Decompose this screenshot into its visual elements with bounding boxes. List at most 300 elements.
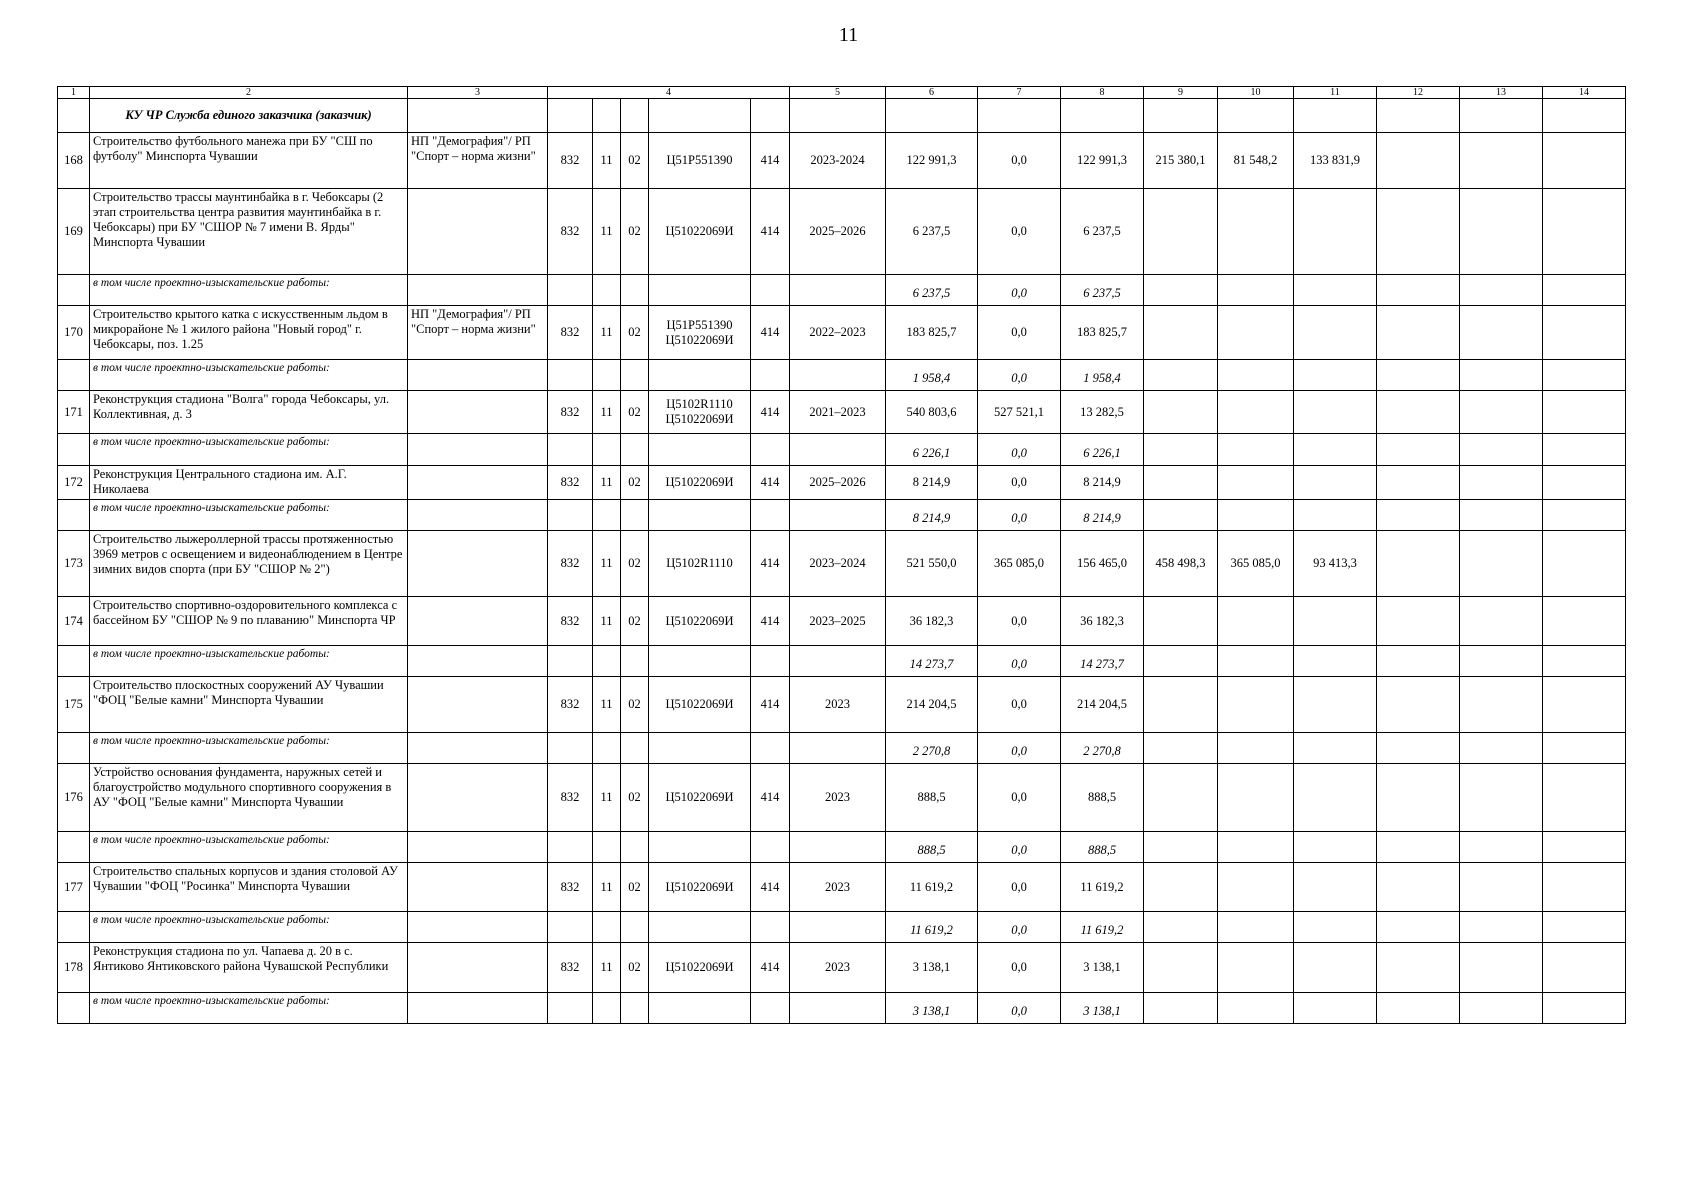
cell-empty	[790, 912, 886, 943]
cell-empty	[1294, 646, 1377, 677]
cell-name: Строительство спальных корпусов и здания столовой АУ Чувашии "ФОЦ "Росинка" Минспорта Чувашии	[90, 863, 408, 912]
cell-empty	[751, 993, 790, 1024]
cell-empty	[751, 360, 790, 391]
cell-empty	[1543, 943, 1626, 993]
cell-empty	[1144, 500, 1218, 531]
cell-c6: 6 237,5	[886, 189, 978, 275]
cell-c11	[1294, 391, 1377, 434]
cell-c7: 0,0	[978, 306, 1061, 360]
cell-empty	[1460, 993, 1543, 1024]
cell-c7: 0,0	[978, 466, 1061, 500]
cell-empty	[1543, 764, 1626, 832]
cell-empty	[790, 360, 886, 391]
cell-c8: 183 825,7	[1061, 306, 1144, 360]
column-number: 13	[1460, 87, 1543, 99]
pir-label: в том числе проектно-изыскательские работы:	[90, 733, 408, 764]
cell-empty	[1218, 646, 1294, 677]
cell-vr: 414	[751, 189, 790, 275]
cell-program	[408, 677, 548, 733]
cell-c9	[1144, 306, 1218, 360]
cell-empty	[548, 275, 593, 306]
cell-c7: 0,0	[978, 677, 1061, 733]
cell-rz: 11	[593, 597, 621, 646]
cell-empty	[1377, 863, 1460, 912]
pir-c8: 6 226,1	[1061, 434, 1144, 466]
cell-empty	[1460, 531, 1543, 597]
cell-program	[408, 764, 548, 832]
cell-empty	[751, 434, 790, 466]
cell-empty	[1377, 500, 1460, 531]
cell-empty	[751, 733, 790, 764]
project-row	[58, 863, 1626, 912]
cell-csr: Ц5102R1110 Ц51022069И	[649, 391, 751, 434]
cell-c10	[1218, 466, 1294, 500]
cell-name: Реконструкция Центрального стадиона им. А.Г. Николаева	[90, 466, 408, 500]
cell-c11	[1294, 863, 1377, 912]
cell-c11: 133 831,9	[1294, 133, 1377, 189]
cell-empty	[1144, 434, 1218, 466]
project-row	[58, 531, 1626, 597]
cell-empty	[1377, 993, 1460, 1024]
cell-c7: 0,0	[978, 943, 1061, 993]
column-number: 4	[548, 87, 790, 99]
cell-empty	[1218, 360, 1294, 391]
cell-empty	[1543, 275, 1626, 306]
cell-empty	[751, 500, 790, 531]
cell-vr: 414	[751, 597, 790, 646]
cell-empty	[58, 275, 90, 306]
cell-c10	[1218, 764, 1294, 832]
cell-empty	[408, 912, 548, 943]
pir-c8: 11 619,2	[1061, 912, 1144, 943]
cell-period: 2023–2025	[790, 597, 886, 646]
cell-empty	[408, 275, 548, 306]
pir-subrow	[58, 993, 1626, 1024]
cell-name: Строительство плоскостных сооружений АУ Чувашии "ФОЦ "Белые камни" Минспорта Чувашии	[90, 677, 408, 733]
cell-empty	[593, 434, 621, 466]
cell-pr: 02	[621, 531, 649, 597]
cell-empty	[1377, 531, 1460, 597]
cell-c7: 365 085,0	[978, 531, 1061, 597]
cell-csr: Ц51022069И	[649, 597, 751, 646]
project-row	[58, 391, 1626, 434]
cell-empty	[1377, 943, 1460, 993]
cell-empty	[1460, 677, 1543, 733]
cell-rz: 11	[593, 943, 621, 993]
pir-c8: 1 958,4	[1061, 360, 1144, 391]
cell-rz: 11	[593, 677, 621, 733]
project-row	[58, 943, 1626, 993]
cell-empty	[649, 275, 751, 306]
cell-c11	[1294, 466, 1377, 500]
pir-subrow	[58, 733, 1626, 764]
cell-no: 178	[58, 943, 90, 993]
cell-c10	[1218, 863, 1294, 912]
cell-rz: 11	[593, 189, 621, 275]
cell-empty	[593, 275, 621, 306]
pir-c7: 0,0	[978, 275, 1061, 306]
cell-pr: 02	[621, 943, 649, 993]
cell-empty	[649, 733, 751, 764]
column-number: 1	[58, 87, 90, 99]
cell-empty	[1543, 597, 1626, 646]
column-number: 5	[790, 87, 886, 99]
cell-c6: 521 550,0	[886, 531, 978, 597]
cell-c11	[1294, 189, 1377, 275]
cell-pr: 02	[621, 677, 649, 733]
pir-label: в том числе проектно-изыскательские работы:	[90, 993, 408, 1024]
cell-name: Устройство основания фундамента, наружных сетей и благоустройство модульного спортивного сооружения в АУ "ФОЦ "Белые камни" Минспорта Чувашии	[90, 764, 408, 832]
cell-empty	[1377, 360, 1460, 391]
cell-rz: 11	[593, 306, 621, 360]
cell-empty	[1460, 733, 1543, 764]
cell-empty	[1294, 500, 1377, 531]
cell-empty	[1294, 733, 1377, 764]
cell-grbs: 832	[548, 943, 593, 993]
cell-csr: Ц51022069И	[649, 764, 751, 832]
pir-c6: 1 958,4	[886, 360, 978, 391]
cell-empty	[1543, 677, 1626, 733]
cell-no: 174	[58, 597, 90, 646]
cell-empty	[1543, 133, 1626, 189]
pir-c7: 0,0	[978, 733, 1061, 764]
cell-no: 175	[58, 677, 90, 733]
pir-subrow	[58, 360, 1626, 391]
cell-c11	[1294, 677, 1377, 733]
cell-empty	[408, 500, 548, 531]
cell-csr: Ц51022069И	[649, 677, 751, 733]
cell-c11: 93 413,3	[1294, 531, 1377, 597]
cell-c8: 3 138,1	[1061, 943, 1144, 993]
cell-name: Строительство трассы маунтинбайка в г. Чебоксары (2 этап строительства центра развития маунтинбайка в г. Чебоксары) при БУ "СШОР № 7 имени В. Ярды" Минспорта Чувашии	[90, 189, 408, 275]
pir-subrow	[58, 832, 1626, 863]
cell-vr: 414	[751, 306, 790, 360]
cell-empty	[1543, 863, 1626, 912]
cell-empty	[548, 832, 593, 863]
cell-empty	[1377, 733, 1460, 764]
column-number: 2	[90, 87, 408, 99]
pir-label: в том числе проектно-изыскательские работы:	[90, 434, 408, 466]
cell-c8: 11 619,2	[1061, 863, 1144, 912]
cell-empty	[593, 500, 621, 531]
cell-grbs: 832	[548, 466, 593, 500]
cell-c8: 13 282,5	[1061, 391, 1144, 434]
cell-empty	[1144, 275, 1218, 306]
cell-empty	[1543, 360, 1626, 391]
pir-label: в том числе проектно-изыскательские работы:	[90, 275, 408, 306]
pir-c8: 14 273,7	[1061, 646, 1144, 677]
cell-no: 169	[58, 189, 90, 275]
cell-empty	[1543, 733, 1626, 764]
cell-rz: 11	[593, 764, 621, 832]
pir-c6: 14 273,7	[886, 646, 978, 677]
cell-empty	[1218, 434, 1294, 466]
cell-empty	[649, 646, 751, 677]
cell-empty	[649, 434, 751, 466]
cell-empty	[1377, 391, 1460, 434]
cell-period: 2025–2026	[790, 466, 886, 500]
cell-period: 2023	[790, 943, 886, 993]
cell-empty	[621, 434, 649, 466]
cell-rz: 11	[593, 391, 621, 434]
cell-empty	[621, 912, 649, 943]
cell-c6: 3 138,1	[886, 943, 978, 993]
pir-c6: 6 226,1	[886, 434, 978, 466]
cell-empty	[1294, 434, 1377, 466]
cell-empty	[1543, 306, 1626, 360]
cell-c6: 11 619,2	[886, 863, 978, 912]
cell-c9	[1144, 863, 1218, 912]
cell-empty	[1218, 832, 1294, 863]
cell-empty	[548, 993, 593, 1024]
cell-name: Реконструкция стадиона "Волга" города Чебоксары, ул. Коллективная, д. 3	[90, 391, 408, 434]
cell-empty	[1377, 306, 1460, 360]
cell-empty	[649, 912, 751, 943]
cell-period: 2021–2023	[790, 391, 886, 434]
cell-period: 2025–2026	[790, 189, 886, 275]
cell-pr: 02	[621, 189, 649, 275]
section-title: КУ ЧР Служба единого заказчика (заказчик)	[90, 99, 408, 133]
cell-no: 176	[58, 764, 90, 832]
cell-empty	[621, 360, 649, 391]
cell-empty	[649, 993, 751, 1024]
cell-empty	[1144, 360, 1218, 391]
pir-c7: 0,0	[978, 500, 1061, 531]
pir-c6: 888,5	[886, 832, 978, 863]
cell-vr: 414	[751, 863, 790, 912]
cell-empty	[58, 993, 90, 1024]
cell-empty	[1377, 434, 1460, 466]
cell-empty	[1543, 391, 1626, 434]
cell-empty	[58, 500, 90, 531]
pir-c8: 3 138,1	[1061, 993, 1144, 1024]
cell-empty	[1543, 832, 1626, 863]
cell-empty	[1543, 500, 1626, 531]
cell-c9	[1144, 764, 1218, 832]
cell-c7: 0,0	[978, 189, 1061, 275]
column-number: 3	[408, 87, 548, 99]
cell-empty	[548, 733, 593, 764]
cell-no: 170	[58, 306, 90, 360]
cell-period: 2023-2024	[790, 133, 886, 189]
cell-c6: 214 204,5	[886, 677, 978, 733]
cell-empty	[1377, 912, 1460, 943]
cell-empty	[790, 832, 886, 863]
cell-period: 2023	[790, 677, 886, 733]
cell-empty	[1460, 275, 1543, 306]
cell-c6: 888,5	[886, 764, 978, 832]
cell-empty	[58, 733, 90, 764]
cell-csr: Ц51022069И	[649, 943, 751, 993]
cell-empty	[548, 360, 593, 391]
cell-empty	[1460, 912, 1543, 943]
page-number: 11	[838, 24, 859, 46]
cell-c9	[1144, 391, 1218, 434]
cell-empty	[1144, 912, 1218, 943]
pir-label: в том числе проектно-изыскательские работы:	[90, 832, 408, 863]
cell-empty	[751, 912, 790, 943]
cell-c9	[1144, 466, 1218, 500]
cell-empty	[548, 434, 593, 466]
pir-c8: 8 214,9	[1061, 500, 1144, 531]
column-number: 14	[1543, 87, 1626, 99]
cell-period: 2023	[790, 764, 886, 832]
cell-empty	[58, 832, 90, 863]
cell-empty	[1218, 733, 1294, 764]
cell-c6: 540 803,6	[886, 391, 978, 434]
cell-no: 168	[58, 133, 90, 189]
cell-empty	[1543, 189, 1626, 275]
cell-empty	[1543, 466, 1626, 500]
cell-c11	[1294, 943, 1377, 993]
construction-projects-table	[57, 86, 1626, 1024]
cell-empty	[621, 832, 649, 863]
project-row	[58, 133, 1626, 189]
cell-empty	[1218, 275, 1294, 306]
cell-empty	[1460, 360, 1543, 391]
cell-empty	[548, 912, 593, 943]
cell-c11	[1294, 306, 1377, 360]
pir-subrow	[58, 434, 1626, 466]
cell-empty	[1218, 500, 1294, 531]
cell-c9	[1144, 189, 1218, 275]
cell-vr: 414	[751, 531, 790, 597]
cell-empty	[1218, 912, 1294, 943]
cell-empty	[751, 646, 790, 677]
cell-empty	[1294, 912, 1377, 943]
project-row	[58, 306, 1626, 360]
pir-c6: 11 619,2	[886, 912, 978, 943]
cell-csr: Ц51P551390	[649, 133, 751, 189]
cell-empty	[790, 646, 886, 677]
cell-empty	[751, 275, 790, 306]
cell-c8: 6 237,5	[1061, 189, 1144, 275]
cell-empty	[58, 434, 90, 466]
cell-empty	[1294, 993, 1377, 1024]
cell-empty	[1377, 832, 1460, 863]
pir-label: в том числе проектно-изыскательские работы:	[90, 646, 408, 677]
cell-empty	[621, 500, 649, 531]
column-number: 11	[1294, 87, 1377, 99]
cell-vr: 414	[751, 466, 790, 500]
cell-grbs: 832	[548, 863, 593, 912]
cell-empty	[58, 646, 90, 677]
pir-subrow	[58, 912, 1626, 943]
pir-subrow	[58, 500, 1626, 531]
cell-program: НП "Демография"/ РП "Спорт – норма жизни"	[408, 306, 548, 360]
pir-c7: 0,0	[978, 912, 1061, 943]
cell-vr: 414	[751, 764, 790, 832]
project-row	[58, 764, 1626, 832]
cell-program	[408, 943, 548, 993]
cell-c6: 36 182,3	[886, 597, 978, 646]
pir-c7: 0,0	[978, 360, 1061, 391]
pir-subrow	[58, 646, 1626, 677]
cell-empty	[1460, 466, 1543, 500]
cell-empty	[1460, 189, 1543, 275]
cell-empty	[593, 360, 621, 391]
cell-c9: 215 380,1	[1144, 133, 1218, 189]
cell-c6: 183 825,7	[886, 306, 978, 360]
cell-empty	[1460, 646, 1543, 677]
project-row	[58, 677, 1626, 733]
project-row	[58, 597, 1626, 646]
pir-c8: 2 270,8	[1061, 733, 1144, 764]
cell-empty	[1460, 500, 1543, 531]
cell-empty	[1377, 597, 1460, 646]
cell-empty	[1543, 912, 1626, 943]
cell-csr: Ц51P551390 Ц51022069И	[649, 306, 751, 360]
pir-label: в том числе проектно-изыскательские работы:	[90, 500, 408, 531]
cell-empty	[790, 275, 886, 306]
cell-no: 177	[58, 863, 90, 912]
cell-empty	[408, 733, 548, 764]
cell-rz: 11	[593, 531, 621, 597]
cell-grbs: 832	[548, 306, 593, 360]
cell-empty	[1460, 434, 1543, 466]
cell-program	[408, 189, 548, 275]
pir-c7: 0,0	[978, 434, 1061, 466]
pir-c6: 2 270,8	[886, 733, 978, 764]
cell-empty	[1144, 832, 1218, 863]
cell-c8: 122 991,3	[1061, 133, 1144, 189]
cell-pr: 02	[621, 764, 649, 832]
cell-c10: 365 085,0	[1218, 531, 1294, 597]
cell-c8: 888,5	[1061, 764, 1144, 832]
pir-label: в том числе проектно-изыскательские работы:	[90, 912, 408, 943]
pir-c7: 0,0	[978, 646, 1061, 677]
cell-empty	[1460, 306, 1543, 360]
cell-empty	[1294, 275, 1377, 306]
column-number: 10	[1218, 87, 1294, 99]
pir-label: в том числе проектно-изыскательские работы:	[90, 360, 408, 391]
cell-c6: 122 991,3	[886, 133, 978, 189]
cell-empty	[621, 275, 649, 306]
cell-name: Строительство футбольного манежа при БУ "СШ по футболу" Минспорта Чувашии	[90, 133, 408, 189]
column-number: 8	[1061, 87, 1144, 99]
cell-csr: Ц51022069И	[649, 863, 751, 912]
cell-c8: 156 465,0	[1061, 531, 1144, 597]
cell-c10	[1218, 189, 1294, 275]
cell-c10	[1218, 677, 1294, 733]
pir-subrow	[58, 275, 1626, 306]
pir-c8: 888,5	[1061, 832, 1144, 863]
cell-empty	[408, 646, 548, 677]
cell-grbs: 832	[548, 391, 593, 434]
cell-vr: 414	[751, 677, 790, 733]
cell-empty	[1377, 466, 1460, 500]
cell-program	[408, 597, 548, 646]
cell-empty	[593, 733, 621, 764]
pir-c7: 0,0	[978, 993, 1061, 1024]
cell-rz: 11	[593, 466, 621, 500]
cell-empty	[1460, 943, 1543, 993]
pir-c6: 6 237,5	[886, 275, 978, 306]
cell-empty	[1218, 993, 1294, 1024]
cell-pr: 02	[621, 391, 649, 434]
cell-c10	[1218, 597, 1294, 646]
pir-c6: 8 214,9	[886, 500, 978, 531]
pir-c6: 3 138,1	[886, 993, 978, 1024]
cell-period: 2023	[790, 863, 886, 912]
cell-pr: 02	[621, 863, 649, 912]
cell-empty	[408, 434, 548, 466]
cell-empty	[1543, 646, 1626, 677]
cell-empty	[58, 360, 90, 391]
cell-empty	[1377, 189, 1460, 275]
cell-empty	[621, 733, 649, 764]
cell-empty	[1460, 391, 1543, 434]
